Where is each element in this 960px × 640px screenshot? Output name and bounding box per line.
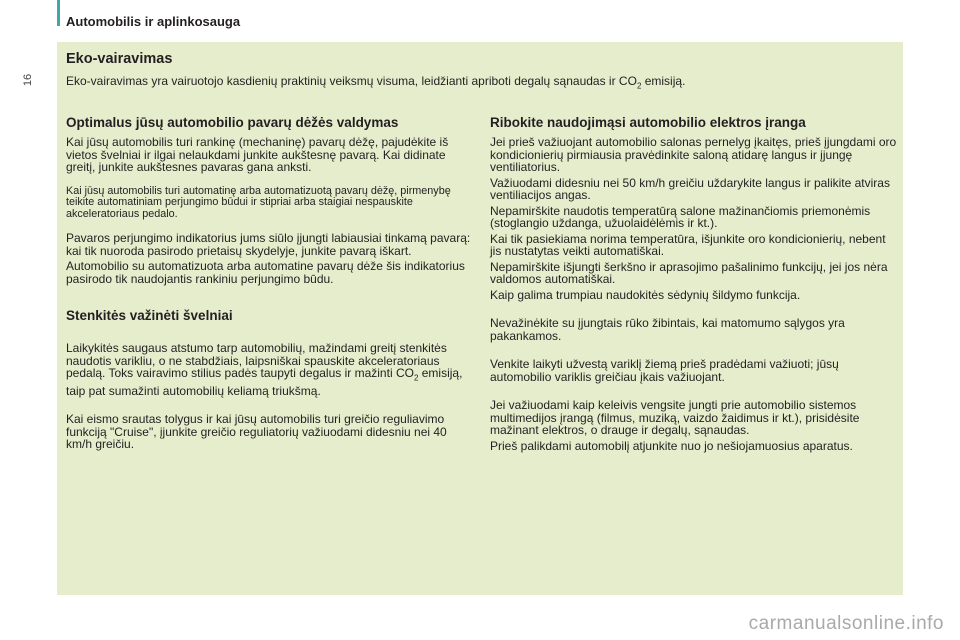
smooth-driving-heading: Stenkitės važinėti švelniai [66, 308, 233, 323]
electrics-paragraph-1: Jei prieš važiuojant automobilio salonas pernelyg įkaitęs, prieš įjungdami oro kondicionierių pirmiausia pravėdinkite saloną atidarę langus ir įjungę ventiliatorius. [490, 135, 897, 174]
smooth-driving-paragraph-1: Laikykitės saugaus atstumo tarp automobilių, mažindami greitį stenkitės naudotis varikliu, o ne stabdžiais, laipsniškai spauskite akceleratoriaus pedalą. Toks vairavimo stilius padės taupyti degalus ir mažinti $CO_2$ emisiją, taip pat sumažinti automobilių keliamą triukšmą. [66, 341, 463, 398]
electrics-paragraph-3: Nepamirškite naudotis temperatūrą salone mažinančiomis priemonėmis (stoglangio uždanga, užuolaidėlėmis ir kt.). [490, 203, 871, 230]
electrics-paragraph-10: Prieš palikdami automobilį atjunkite nuo jo nešiojamuosius aparatus. [490, 438, 853, 453]
gearbox-paragraph-3: Pavaros perjungimo indikatorius jums siūlo įjungti labiausiai tinkamą pavarą: kai tik nuoroda pasirodo prietaisų skydelyje, junkite pavarą iškart. [66, 231, 471, 258]
eco-driving-panel [57, 42, 903, 595]
watermark-text: carmanualsonline.info [748, 613, 944, 634]
section-header-title: Automobilis ir aplinkosauga [66, 14, 241, 29]
gearbox-paragraph-4: Automobilio su automatizuota arba automatine pavarų dėže šis indikatorius pasirodo tik naudojantis rankiniu perjungimo būdu. [66, 259, 465, 286]
electrics-heading: Ribokite naudojimąsi automobilio elektros įranga [490, 115, 806, 130]
electrics-paragraph-2: Važiuodami didesniu nei 50 km/h greičiu uždarykite langus ir palikite atviras ventiliacijos angas. [490, 175, 890, 202]
gearbox-paragraph-1: Kai jūsų automobilis turi rankinę (mechaninę) pavarų dėžę, pajudėkite iš vietos švelniai ir ilgai nelaukdami junkite aukštesnę pavarą. Kai didinate greitį, junkite aukštesnes pavaras gana anksti. [66, 135, 449, 174]
electrics-paragraph-6: Kaip galima trumpiau naudokitės sėdynių šildymo funkcija. [490, 287, 801, 302]
left-column [66, 115, 476, 454]
intro-text: Eko-vairavimas yra vairuotojo kasdienių praktinių veiksmų visuma, leidžianti apriboti degalų sąnaudas ir $CO_2$ emisiją. [66, 74, 686, 91]
electrics-paragraph-9: Jei važiuodami kaip keleivis vengsite jungti prie automobilio sistemos multimedijos įrangą (filmus, muziką, vaizdo žaidimus ir kt.), prisidėsite mažinant elektros, o drauge ir degalų, sąnaudas. [490, 398, 860, 437]
electrics-paragraph-4: Kai tik pasiekiama norima temperatūra, išjunkite oro kondicionierių, nebent jis nustatytas veikti automatiškai. [490, 231, 886, 258]
panel-title: Eko-vairavimas [66, 51, 173, 67]
electrics-paragraph-5: Nepamirškite išjungti šerkšno ir aprasojimo pašalinimo funkcijų, jei jos nėra valdomos automatiškai. [490, 259, 888, 286]
gearbox-paragraph-2: Kai jūsų automobilis turi automatinę arba automatizuotą pavarų dėžę, pirmenybę teikite automatiniam perjungimo būdui ir stipriai arba staigiai nespauskite akceleratoriaus pedalo. [66, 184, 451, 220]
right-column [490, 115, 900, 455]
header-accent-bar [57, 0, 60, 26]
electrics-paragraph-7: Nevažinėkite su įjungtais rūko žibintais, kai matomumo sąlygos yra pakankamos. [490, 316, 845, 343]
gearbox-heading: Optimalus jūsų automobilio pavarų dėžės valdymas [66, 115, 399, 130]
page-number: 16 [22, 73, 35, 87]
smooth-driving-paragraph-2: Kai eismo srautas tolygus ir kai jūsų automobilis turi greičio reguliavimo funkciją "Cruise", įjunkite greičio reguliatorių važiuodami didesniu nei 40 km/h greičiu. [66, 412, 447, 452]
electrics-paragraph-8: Venkite laikyti užvestą variklį žiemą prieš pradėdami važiuoti; jūsų automobilio variklis greičiau įkais važiuojant. [490, 357, 839, 384]
